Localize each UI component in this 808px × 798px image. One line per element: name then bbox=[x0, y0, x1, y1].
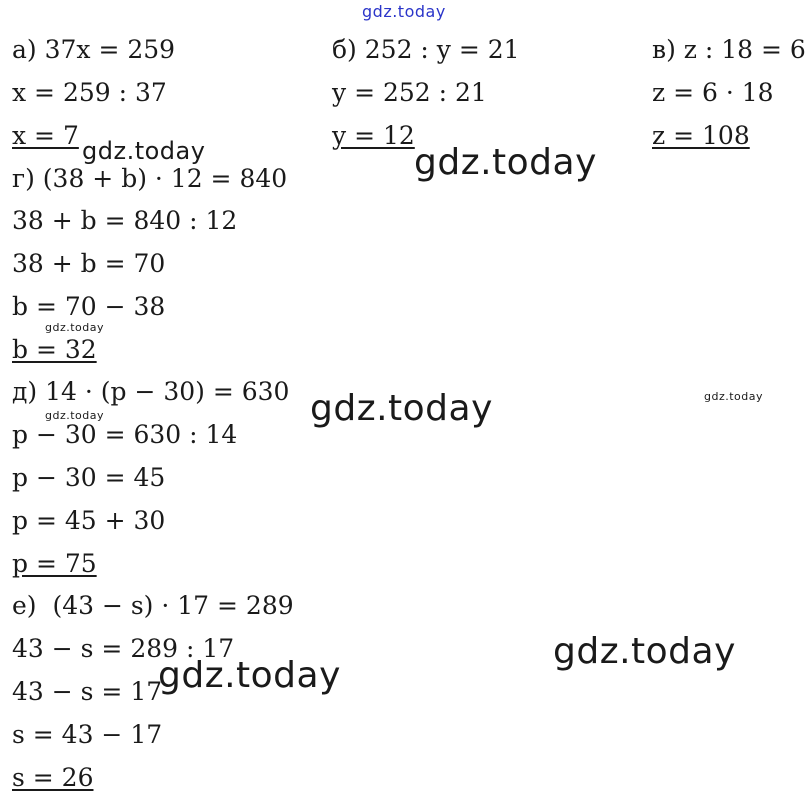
equation-d-2: p − 30 = 630 : 14 bbox=[12, 420, 238, 449]
watermark-7: gdz.today bbox=[553, 631, 736, 672]
answer-e: s = 26 bbox=[12, 763, 94, 792]
watermark-3: gdz.today bbox=[45, 321, 105, 334]
equation-e-3: 43 − s = 17 bbox=[12, 677, 163, 706]
equation-e-1: е) (43 − s) · 17 = 289 bbox=[12, 591, 294, 620]
answer-a: x = 7 bbox=[12, 121, 79, 150]
equation-g-3: 38 + b = 70 bbox=[12, 249, 166, 278]
answer-g: b = 32 bbox=[12, 335, 97, 364]
equation-b-1: б) 252 : y = 21 bbox=[332, 35, 520, 64]
watermark-1: gdz.today bbox=[82, 137, 206, 165]
equation-e-2: 43 − s = 289 : 17 bbox=[12, 634, 235, 663]
equation-d-4: p = 45 + 30 bbox=[12, 506, 166, 535]
equation-e-4: s = 43 − 17 bbox=[12, 720, 163, 749]
equation-a-1: а) 37x = 259 bbox=[12, 35, 176, 64]
equation-a-2: x = 259 : 37 bbox=[12, 78, 167, 107]
watermark-5: gdz.today bbox=[704, 390, 764, 403]
equation-b-2: y = 252 : 21 bbox=[332, 78, 487, 107]
watermark-2: gdz.today bbox=[414, 142, 597, 183]
watermark-8: gdz.today bbox=[158, 655, 341, 696]
equation-v-1: в) z : 18 = 6 bbox=[652, 35, 806, 64]
equation-g-4: b = 70 − 38 bbox=[12, 292, 166, 321]
equation-v-2: z = 6 · 18 bbox=[652, 78, 774, 107]
answer-b: y = 12 bbox=[332, 121, 415, 150]
equation-g-2: 38 + b = 840 : 12 bbox=[12, 206, 238, 235]
answer-d: p = 75 bbox=[12, 549, 97, 578]
answer-v: z = 108 bbox=[652, 121, 750, 150]
watermark-6: gdz.today bbox=[45, 409, 105, 422]
watermark-top: gdz.today bbox=[362, 2, 446, 21]
equation-g-1: г) (38 + b) · 12 = 840 bbox=[12, 164, 288, 193]
watermark-4: gdz.today bbox=[310, 388, 493, 429]
equation-d-1: д) 14 · (p − 30) = 630 bbox=[12, 377, 290, 406]
equation-d-3: p − 30 = 45 bbox=[12, 463, 166, 492]
